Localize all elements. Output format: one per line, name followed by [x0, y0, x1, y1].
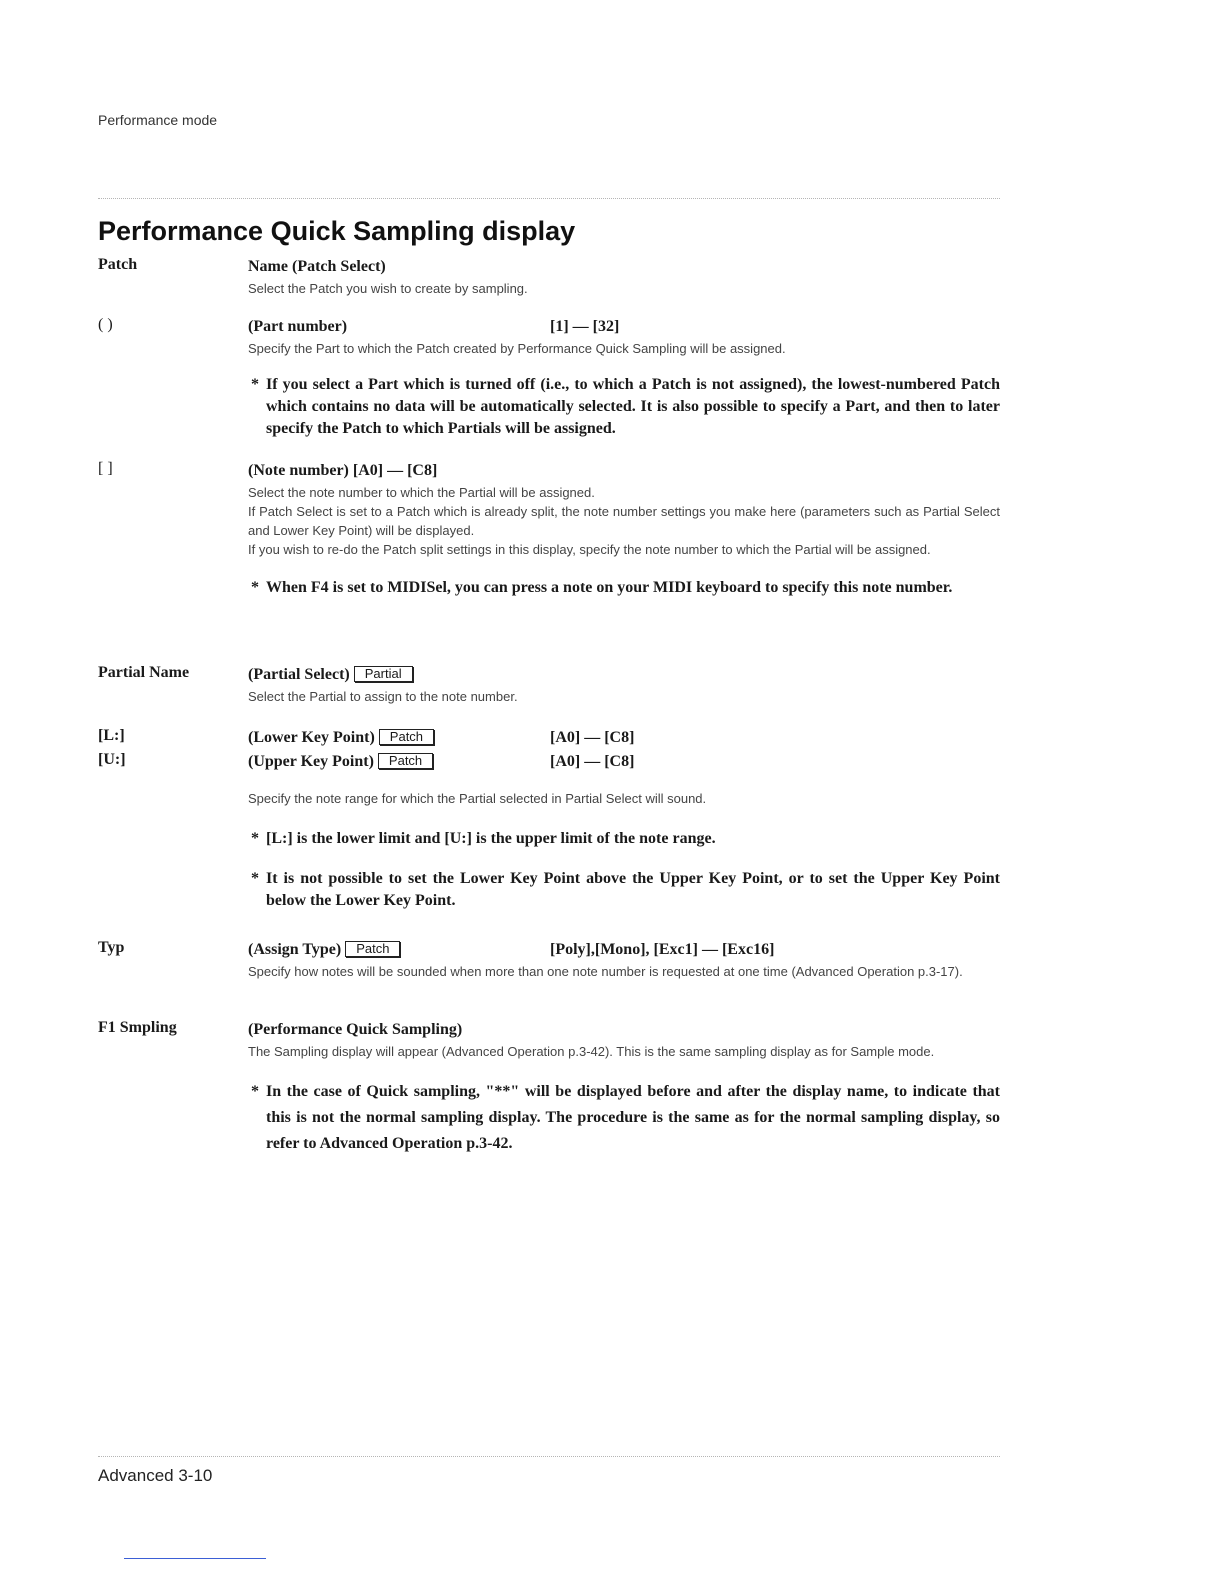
- note-key-range-text: [L:] is the lower limit and [U:] is the upper limit of the note range.: [266, 830, 716, 847]
- param-note-number: (Note number) [A0] — [C8]: [248, 462, 438, 479]
- badge-patch-assign: Patch: [345, 941, 400, 957]
- desc-performance-quick-sampling: The Sampling display will appear (Advanced Operation p.3-42). This is the same sampling display as for Sample mode.: [248, 1044, 935, 1059]
- note-note-number: [248, 577, 1000, 599]
- page-number: Advanced 3-10: [98, 1466, 213, 1485]
- bullet-star: *: [251, 830, 259, 847]
- range-part-number: [1] — [32]: [550, 318, 620, 335]
- param-patch-select: Name (Patch Select): [248, 258, 386, 275]
- note-key-range: [248, 828, 1000, 850]
- page-title: Performance Quick Sampling display: [98, 216, 576, 246]
- note-part-number: [248, 374, 1000, 440]
- note-quick-sampling-text: In the case of Quick sampling, "**" will be displayed before and after the display name, to indicate that this is not the normal sampling display. The procedure is the same as for the normal sampling display, so refer to Advanced Operation p.3-42.: [266, 1083, 1000, 1152]
- note-key-limits: [248, 868, 1000, 912]
- label-patch: Patch: [98, 256, 138, 273]
- note-part-text: If you select a Part which is turned off (i.e., to which a Patch is not assigned), the lowest-numbered Patch which contains no data will be automatically selected. It is also possible to specify a Part, and then to later specify the Patch to which Partials will be assigned.: [266, 376, 1000, 437]
- desc-part-number: Specify the Part to which the Patch created by Performance Quick Sampling will be assigned.: [248, 341, 786, 356]
- desc-note-number-3: If you wish to re-do the Patch split settings in this display, specify the note number to which the Partial will be assigned.: [248, 542, 931, 557]
- bullet-star: *: [251, 376, 259, 393]
- bullet-star: *: [251, 870, 259, 887]
- badge-patch-upper: Patch: [378, 753, 433, 769]
- bullet-star: *: [251, 1083, 259, 1100]
- label-lower: [L:]: [98, 727, 125, 744]
- label-note-number: [ ]: [98, 460, 113, 477]
- label-part-number: ( ): [98, 316, 113, 333]
- param-performance-quick-sampling: (Performance Quick Sampling): [248, 1021, 463, 1038]
- top-divider: [98, 198, 1000, 199]
- range-lower-key-point: [A0] — [C8]: [550, 729, 635, 746]
- param-part-number: (Part number): [248, 318, 348, 335]
- badge-patch-lower: Patch: [379, 729, 434, 745]
- bottom-divider: [98, 1456, 1000, 1457]
- running-head: Performance mode: [98, 112, 218, 128]
- desc-key-points: Specify the note range for which the Partial selected in Partial Select will sound.: [248, 791, 707, 806]
- param-upper-key-point: (Upper Key Point): [248, 753, 374, 770]
- param-lower-key-point: (Lower Key Point): [248, 729, 375, 746]
- badge-partial: Partial: [354, 666, 413, 682]
- range-upper-key-point: [A0] — [C8]: [550, 753, 635, 770]
- range-assign-type: [Poly],[Mono], [Exc1] — [Exc16]: [550, 941, 775, 958]
- bullet-star: *: [251, 579, 259, 596]
- footer-line: [124, 1558, 266, 1559]
- label-f1-sampling: F1 Smpling: [98, 1019, 177, 1036]
- note-key-limits-text: It is not possible to set the Lower Key Point above the Upper Key Point, or to set the Upper Key Point below the Lower Key Point.: [266, 870, 1000, 909]
- desc-patch-select: Select the Patch you wish to create by sampling.: [248, 281, 528, 296]
- desc-note-number-1: Select the note number to which the Partial will be assigned.: [248, 485, 595, 500]
- param-partial-select: (Partial Select): [248, 666, 350, 683]
- param-assign-type: (Assign Type): [248, 941, 342, 958]
- label-typ: Typ: [98, 939, 125, 956]
- desc-assign-type: Specify how notes will be sounded when more than one note number is requested at one time (Advanced Operation p.3-17).: [248, 964, 963, 979]
- label-partial-name: Partial Name: [98, 664, 190, 681]
- desc-partial-select: Select the Partial to assign to the note number.: [248, 689, 518, 704]
- note-quick-sampling: [248, 1079, 1000, 1157]
- label-upper: [U:]: [98, 751, 126, 768]
- note-note-number-text: When F4 is set to MIDISel, you can press a note on your MIDI keyboard to specify this note number.: [266, 579, 953, 596]
- desc-note-number-2: If Patch Select is set to a Patch which is already split, the note number settings you make here (parameters such as Partial Select and Lower Key Point) will be displayed.: [248, 504, 1000, 538]
